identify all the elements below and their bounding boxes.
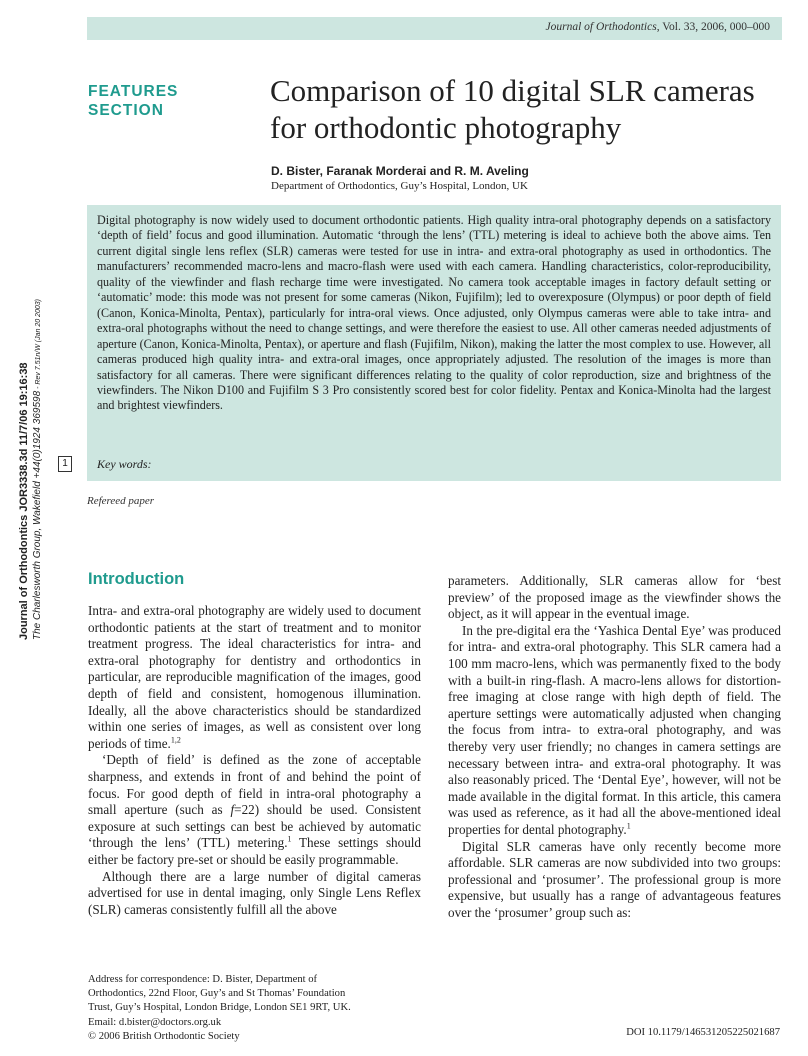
f-number: f bbox=[230, 802, 235, 818]
journal-name: Journal of Orthodontics bbox=[545, 21, 657, 33]
box-marker: 1 bbox=[58, 456, 72, 472]
journal-citation bbox=[546, 21, 770, 33]
address-line: Address for correspondence: D. Bister, Department of bbox=[88, 974, 318, 985]
correspondence-address bbox=[88, 973, 418, 1044]
volume-info: , Vol. 33, 2006, 000–000 bbox=[656, 21, 770, 33]
affiliation: Department of Orthodontics, Guy’s Hospital, London, UK bbox=[271, 180, 528, 192]
paragraph-text: Intra- and extra-oral photography are widely used to document orthodontic patients at the start of treatment and to monitor treatment progress. The ideal characteristics for intra- and extra-oral photography for dentistry and orthodontics in particular, are reproducible magnification of the images, good depth of field and consistent, homogenous illumination. Ideally, all the above characteristics should be standardized within one series of images, as well as consistent over long periods of time. bbox=[88, 603, 421, 751]
paragraph bbox=[88, 752, 421, 868]
citation: 1 bbox=[626, 821, 631, 831]
paragraph bbox=[88, 603, 421, 752]
refereed-label: Refereed paper bbox=[87, 495, 155, 507]
paragraph-text: =22) should be used. Consistent exposure at such settings can best be achieved by automatic ‘through the lens’ (TTL) metering. bbox=[88, 802, 421, 851]
paragraph-text: In the pre-digital era the ‘Yashica Dental Eye’ was produced for intra- and extra-oral photography. This SLR camera had a 100 mm macro-lens, which was permanently fixed to the body with a built-in ring-flash. A macro-lens allows for distortion-free imaging at close range with high depth of field. The aperture settings were automatically adjusted when changing the focus from intra- to extra-oral photography, and was thereby very user friendly; no changes in camera settings are necessary between intra- and extra-oral photography. It was also reasonably priced. The ‘Dental Eye’, however, will not be made available in the digital format. In this article, this camera was used as reference, as it had all the above-mentioned ideal properties for dental photography. bbox=[448, 622, 781, 837]
keywords-label: Key words: bbox=[97, 457, 152, 471]
paragraph: Although there are a large number of digital cameras advertised for use in dental imaging, only Single Lens Reflex (SLR) cameras consistently fulfill all the above bbox=[88, 868, 421, 917]
production-side-note bbox=[18, 260, 58, 640]
left-column bbox=[88, 603, 421, 918]
paragraph bbox=[448, 623, 781, 839]
address-line: Orthodontics, 22nd Floor, Guy’s and St Thomas’ Foundation bbox=[88, 988, 346, 1000]
section-label: FEATURES SECTION bbox=[88, 83, 179, 119]
article-title: Comparison of 10 digital SLR cameras for orthodontic photography bbox=[270, 73, 755, 145]
email-line[interactable]: Email: d.bister@doctors.org.uk bbox=[88, 1016, 222, 1028]
running-header bbox=[87, 17, 782, 40]
right-column bbox=[448, 573, 781, 921]
abstract-panel bbox=[87, 205, 781, 481]
address-line: Trust, Guy’s Hospital, London Bridge, London SE1 9RT, UK. bbox=[88, 1002, 351, 1014]
paragraph: parameters. Additionally, SLR cameras allow for ‘best preview’ of the proposed image as the viewfinder shows the object, as it will appear in the eventual image. bbox=[448, 573, 781, 622]
citation: 1,2 bbox=[170, 735, 181, 745]
side-note-line1: Journal of Orthodontics JOR3338.3d 11/7/06 19:16:38 bbox=[18, 362, 30, 640]
side-note-publisher: The Charlesworth Group, Wakefield +44(0)1924 369598 bbox=[32, 390, 43, 640]
citation: 1 bbox=[287, 834, 292, 844]
paragraph: Digital SLR cameras have only recently become more affordable. SLR cameras are now subdivided into two groups: professional and ‘prosumer’. The professional group is more expensive, but usually has a range of advantageous features over the ‘prosumer’ group such as: bbox=[448, 838, 781, 920]
copyright-line: © 2006 British Orthodontic Society bbox=[88, 1030, 240, 1042]
section-heading-introduction: Introduction bbox=[88, 570, 185, 588]
paragraph-text: These settings should either be factory pre-set or should be easily programmable. bbox=[88, 835, 421, 867]
author-list: D. Bister, Faranak Morderai and R. M. Aveling bbox=[271, 164, 529, 178]
abstract-text: Digital photography is now widely used to document orthodontic patients. High quality intra-oral photography depends on a satisfactory ‘depth of field’ focus and good illumination. Automatic ‘through the lens’ (TTL) metering is ideal to achieve both the above aims. Ten current digital single lens reflex (SLR) cameras were tested for use in intra- and extra-oral photography as used in orthodontics. The manufacturers’ recommended macro-lens and macro-flash were used with each camera. Handling characteristics, color-reproducibility, quality of the viewfinder and flash recharge time were investigated. No camera took acceptable images in factory default setting or ‘automatic’ mode: this mode was not present for some cameras (Nikon, Fujifilm); led to overexposure (Olympus) or poor depth of field (Canon, Konica-Minolta, Pentax), particularly for intra-oral views. Once adjusted, only Olympus cameras were able to take intra- and extra-oral photographs without the need to change settings, and were therefore the easiest to use. All other cameras needed adjustments of aperture (Canon, Konica-Minolta, Pentax), or aperture and flash (Fujifilm, Nikon), making the latter the most complex to use. However, all cameras produced high quality intra- and extra-oral images, once appropriately adjusted. The resolution of the images is more than satisfactory for all cameras. There were significant differences relating to the quality of color reproduction, size and brightness of the viewfinders. The Nikon D100 and Fujifilm S 3 Pro consistently scored best for color fidelity. Pentax and Konica-Minolta had the largest and brightest viewfinders. bbox=[97, 213, 771, 413]
side-note-revision: - Rev 7.51n/W (Jan 20 2003) bbox=[35, 299, 42, 391]
paragraph-text: ‘Depth of field’ is defined as the zone of acceptable sharpness, and extends in front of and behind the point of focus. For good depth of field in intra-oral photography a small aperture (such as bbox=[88, 752, 421, 818]
side-note-line2 bbox=[31, 260, 45, 640]
doi-link[interactable]: DOI 10.1179/146531205225021687 bbox=[626, 1027, 780, 1038]
